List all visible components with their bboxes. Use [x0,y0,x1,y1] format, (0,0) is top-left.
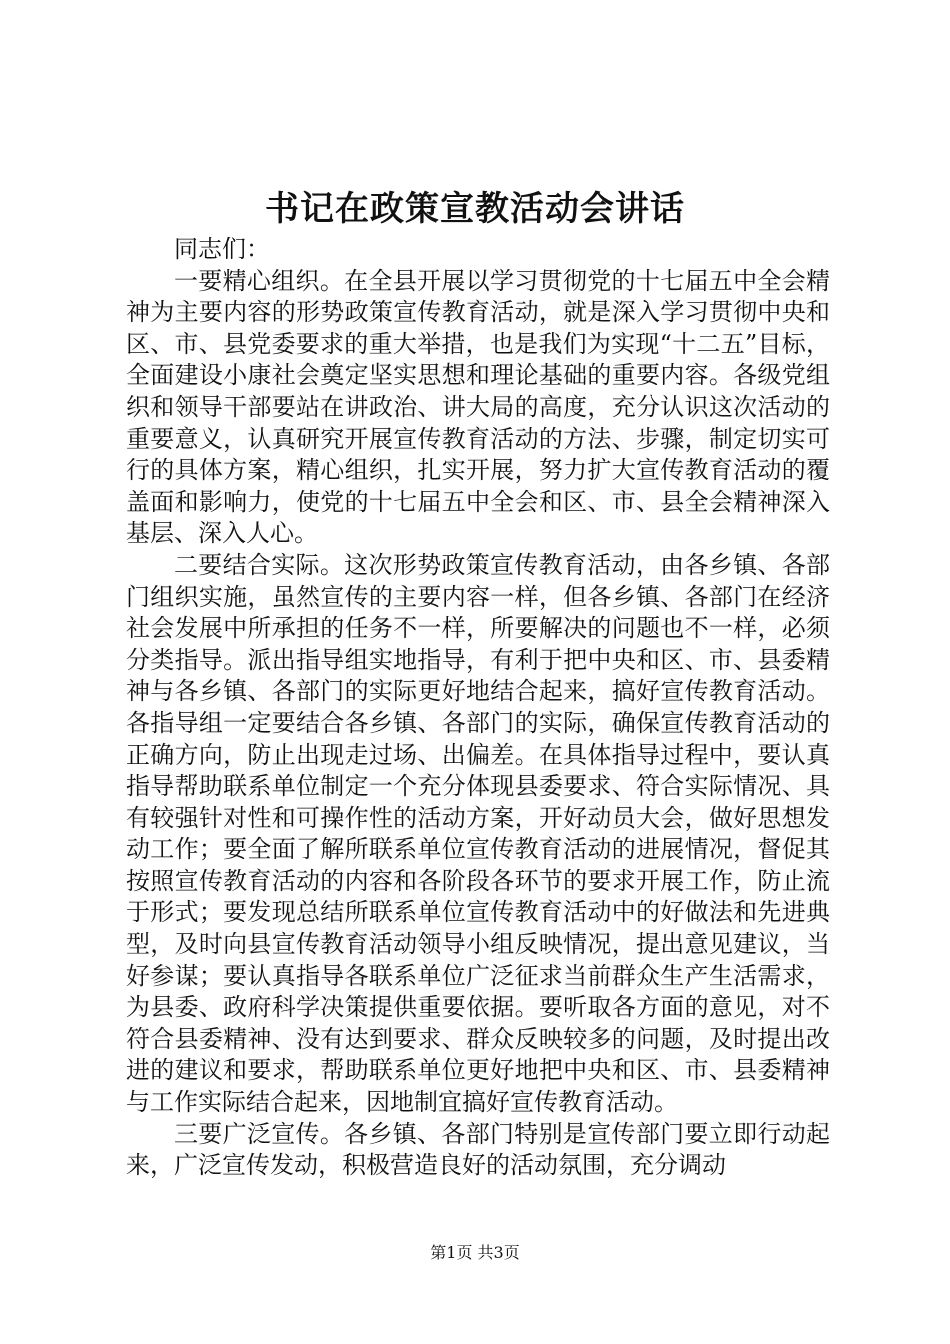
paragraph-2: 二要结合实际。这次形势政策宣传教育活动，由各乡镇、各部门组织实施，虽然宣传的主要内容一样，但各乡镇、各部门在经济社会发展中所承担的任务不一样，所要解决的问题也不一样，必须分类指导。派出指导组实地指导，有利于把中央和区、市、县委精神与各乡镇、各部门的实际更好地结合起来，搞好宣传教育活动。各指导组一定要结合各乡镇、各部门的实际，确保宣传教育活动的正确方向，防止出现走过场、出偏差。在具体指导过程中，要认真指导帮助联系单位制定一个充分体现县委要求、符合实际情况、具有较强针对性和可操作性的活动方案，开好动员大会，做好思想发动工作；要全面了解所联系单位宣传教育活动的进展情况，督促其按照宣传教育活动的内容和各阶段各环节的要求开展工作，防止流于形式；要发现总结所联系单位宣传教育活动中的好做法和先进典型，及时向县宣传教育活动领导小组反映情况，提出意见建议，当好参谋；要认真指导各联系单位广泛征求当前群众生产生活需求，为县委、政府科学决策提供重要依据。要听取各方面的意见，对不符合县委精神、没有达到要求、群众反映较多的问题，及时提出改进的建议和要求，帮助联系单位更好地把中央和区、市、县委精神与工作实际结合起来，因地制宜搞好宣传教育活动。 [126,550,830,1117]
page-footer: 第1页 共3页 [430,1243,520,1262]
paragraph-3: 三要广泛宣传。各乡镇、各部门特别是宣传部门要立即行动起来，广泛宣传发动，积极营造良好的活动氛围，充分调动 [126,1119,830,1180]
document-title: 书记在政策宣教活动会讲话 [265,189,685,229]
salutation: 同志们： [174,235,270,263]
document-body [126,234,830,1182]
paragraph-1: 一要精心组织。在全县开展以学习贯彻党的十七届五中全会精神为主要内容的形势政策宣传教育活动，就是深入学习贯彻中央和区、市、县党委要求的重大举措，也是我们为实现“十二五”目标，全面建设小康社会奠定坚实思想和理论基础的重要内容。各级党组织和领导干部要站在讲政治、讲大局的高度，充分认识这次活动的重要意义，认真研究开展宣传教育活动的方法、步骤，制定切实可行的具体方案，精心组织，扎实开展，努力扩大宣传教育活动的覆盖面和影响力，使党的十七届五中全会和区、市、县全会精神深入基层、深入人心。 [126,266,830,548]
